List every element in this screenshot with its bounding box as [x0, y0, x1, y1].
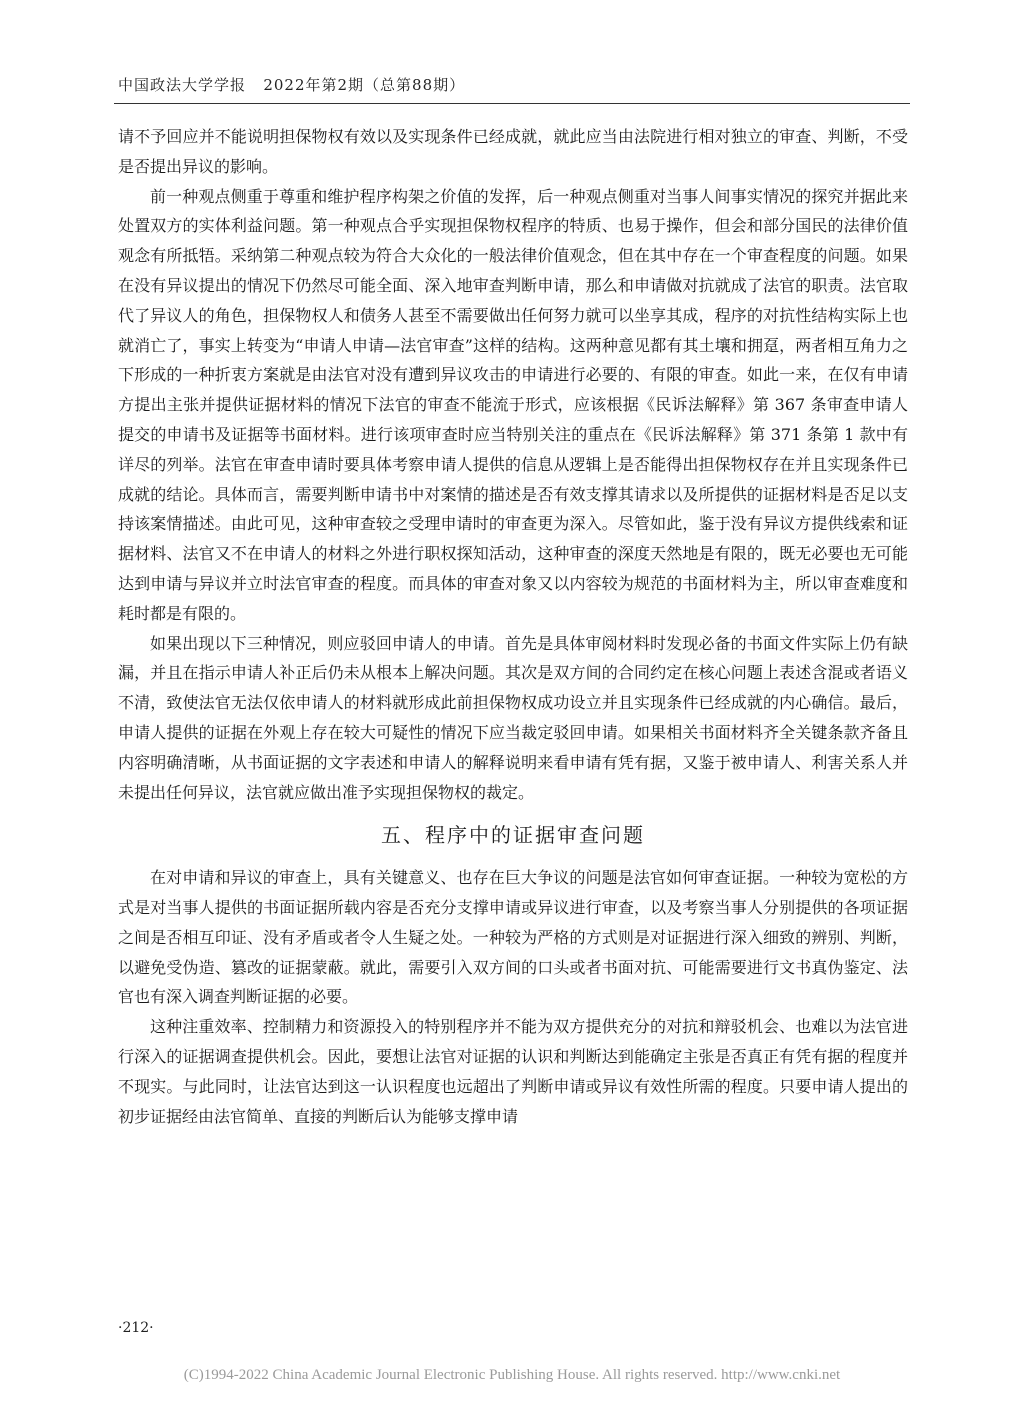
paragraph: 前一种观点侧重于尊重和维护程序构架之价值的发挥，后一种观点侧重对当事人间事实情况的探究并据此来处置双方的实体利益问题。第一种观点合乎实现担保物权程序的特质、也易于操作，但会和部分国民的法律价值观念有所抵牾。采纳第二种观点较为符合大众化的一般法律价值观念，但在其中存在一个审查程度的问题。如果在没有异议提出的情况下仍然尽可能全面、深入地审查判断申请，那么和申请做对抗就成了法官的职责。法官取代了异议人的角色，担保物权人和债务人甚至不需要做出任何努力就可以坐享其成，程序的对抗性结构实际上也就消亡了，事实上转变为“申请人申请—法官审查”这样的结构。这两种意见都有其土壤和拥趸，两者相互角力之下形成的一种折衷方案就是由法官对没有遭到异议攻击的申请进行必要的、有限的审查。如此一来，在仅有申请方提出主张并提供证据材料的情况下法官的审查不能流于形式，应该根据《民诉法解释》第 367 条审查申请人提交的申请书及证据等书面材料。进行该项审查时应当特别关注的重点在《民诉法解释》第 371 条第 1 款中有详尽的列举。法官在审查申请时要具体考察申请人提供的信息从逻辑上是否能得出担保物权存在并且实现条件已成就的结论。具体而言，需要判断申请书中对案情的描述是否有效支撑其请求以及所提供的证据材料是否足以支持该案情描述。由此可见，这种审查较之受理申请时的审查更为深入。尽管如此，鉴于没有异议方提供线索和证据材料、法官又不在申请人的材料之外进行职权探知活动，这种审查的深度天然地是有限的，既无必要也无可能达到申请与异议并立时法官审查的程度。而具体的审查对象又以内容较为规范的书面材料为主，所以审查难度和耗时都是有限的。 — [118, 186, 908, 623]
article-body — [118, 122, 908, 1131]
page-number: ·212· — [118, 1320, 154, 1336]
copyright-footer: (C)1994-2022 China Academic Journal Electronic Publishing House. All rights reserved. http://www.cnki.net — [183, 1367, 841, 1383]
journal-name: 中国政法大学学报 — [118, 76, 247, 94]
section-heading: 五、程序中的证据审查问题 — [381, 823, 645, 848]
paragraph: 请不予回应并不能说明担保物权有效以及实现条件已经成就，就此应当由法院进行相对独立的审查、判断，不受是否提出异议的影响。 — [118, 127, 908, 176]
running-header — [118, 74, 465, 95]
paragraph: 在对申请和异议的审查上，具有关键意义、也存在巨大争议的问题是法官如何审查证据。一种较为宽松的方式是对当事人提供的书面证据所载内容是否充分支撑申请或异议进行审查，以及考察当事人分别提供的各项证据之间是否相互印证、没有矛盾或者令人生疑之处。一种较为严格的方式则是对证据进行深入细致的辨别、判断，以避免受伪造、篡改的证据蒙蔽。就此，需要引入双方间的口头或者书面对抗、可能需要进行文书真伪鉴定、法官也有深入调查判断证据的必要。 — [118, 868, 908, 1007]
paragraph: 这种注重效率、控制精力和资源投入的特别程序并不能为双方提供充分的对抗和辩驳机会、也难以为法官进行深入的证据调查提供机会。因此，要想让法官对证据的认识和判断达到能确定主张是否真正有凭有据的程度并不现实。与此同时，让法官达到这一认识程度也远超出了判断申请或异议有效性所需的程度。只要申请人提出的初步证据经由法官简单、直接的判断后认为能够支撑申请 — [118, 1017, 908, 1126]
header-rule — [114, 103, 910, 104]
paragraph: 如果出现以下三种情况，则应驳回申请人的申请。首先是具体审阅材料时发现必备的书面文件实际上仍有缺漏，并且在指示申请人补正后仍未从根本上解决问题。其次是双方间的合同约定在核心问题上表述含混或者语义不清，致使法官无法仅依申请人的材料就形成此前担保物权成功设立并且实现条件已经成就的内心确信。最后，申请人提供的证据在外观上存在较大可疑性的情况下应当裁定驳回申请。如果相关书面材料齐全关键条款齐备且内容明确清晰，从书面证据的文字表述和申请人的解释说明来看申请有凭有据，又鉴于被申请人、利害关系人并未提出任何异议，法官就应做出准予实现担保物权的裁定。 — [118, 633, 908, 802]
issue-info: 2022年第2期（总第88期） — [263, 76, 466, 94]
